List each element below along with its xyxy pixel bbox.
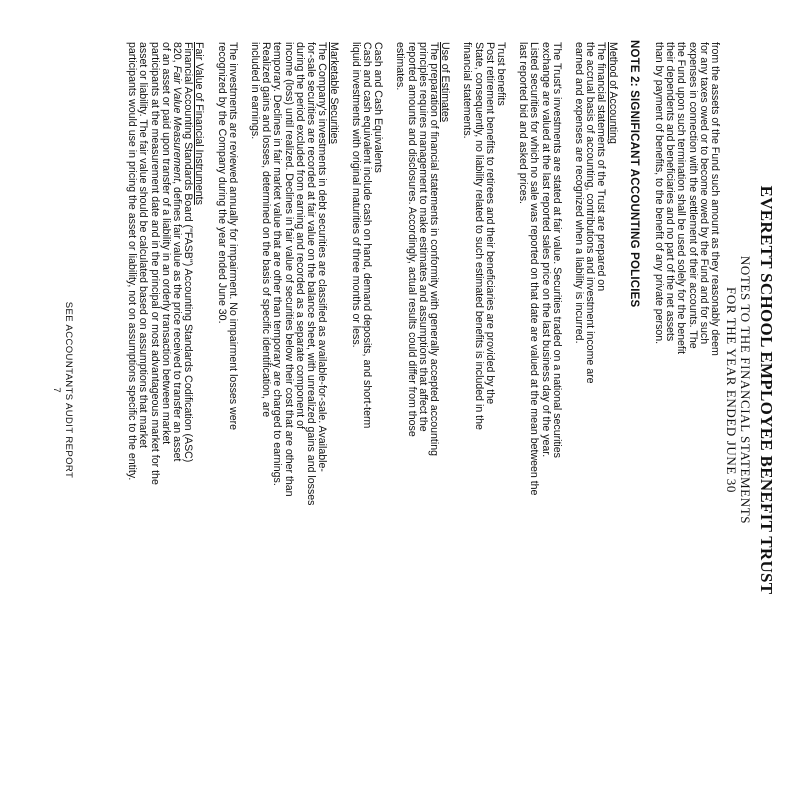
method-section: [573, 42, 618, 802]
text-line: principles requires management to make estimates and assumptions that affect the: [416, 42, 429, 432]
text-line: The investments are reviewed annually for impairment. No impairment losses were: [226, 42, 239, 431]
text-line: the Fund upon such termination shall be used solely for the benefit: [675, 42, 688, 355]
text-line: for any taxes owed or to become owed by the Fund and for such: [697, 42, 710, 345]
standard-name: Fair Value Measurement: [171, 65, 184, 182]
section-title: Trust benefits: [494, 42, 507, 106]
text-line: participants would use in pricing the asset or liability, not on assumptions specific to the entity.: [126, 42, 139, 481]
text-line: last reported bid and asked prices.: [517, 42, 530, 204]
text-line: Financial Accounting Standards Board ("FASB") Accounting Standards Codification (ASC): [182, 42, 195, 463]
text-line: reported amounts and disclosures. Accordingly, actual results could differ from those: [405, 42, 418, 437]
page-number: 7: [51, 387, 62, 393]
document-body: [115, 42, 720, 802]
text-line: [171, 42, 182, 802]
text-line: The preparation of financial statements in conformity with generally accepted accounting: [427, 42, 440, 456]
text-line: recognized by the Company during the year ended June 30.: [215, 42, 228, 324]
text-line: liquid investments with original maturities of three months or less.: [349, 42, 362, 348]
investments-paragraph: [517, 42, 562, 802]
document-subtitle: NOTES TO THE FINANCIAL STATEMENTS: [738, 255, 753, 525]
text-line: from the assets of the Fund such amount as they reasonably deem: [709, 42, 721, 356]
cash-section: [350, 42, 384, 802]
section-title: Marketable Securities: [327, 42, 340, 144]
fair-value-section: [126, 42, 204, 802]
text-line: income (loss) until realized. Declines in fair value of securities below their cost that are other than: [282, 42, 295, 497]
footer-note: SEE ACCOUNTANTS AUDIT REPORT: [63, 301, 74, 479]
impairment-paragraph: [215, 42, 237, 802]
intro-paragraph: [653, 42, 720, 802]
text-line: Realized gains and losses, determined on the basis of specific identification, are: [260, 42, 273, 418]
text-line: during the period excluded from earning and recorded as a separate component of: [293, 42, 306, 429]
text-line: The Trust's investments are stated at fair value. Securities traded on a national securities: [550, 42, 563, 458]
text-line: exchange are valued at the last reported sales price on the last business day of the year.: [539, 42, 552, 458]
text-line: temporary. Declines in fair market value that are other than temporary are charged to earnings.: [271, 42, 284, 486]
text-line: Post retirement benefits to retirees and their beneficiaries are provided by the: [483, 42, 496, 405]
text-line: estimates.: [394, 42, 407, 91]
text-line: Cash and cash equivalent include cash on hand, demand deposits, and short-term: [360, 42, 373, 429]
text-line: participants at the measurement date and in the principal or most advantageous market for the: [148, 42, 161, 485]
text-line: earned and expenses are recognized when a liability is incurred.: [572, 42, 585, 344]
estimates-section: [394, 42, 450, 802]
text-line: The financial statements of the Trust are prepared on: [595, 42, 608, 292]
text-line: their dependents and beneficiaries and no part of the net assets: [664, 42, 677, 342]
section-title: Use of Estimates: [439, 42, 452, 123]
note-heading: NOTE 2: SIGNIFICANT ACCOUNTING POLICIES: [627, 40, 640, 308]
text-line: for-sale securities are recorded at fair value on the balance sheet, with unrealized gains and losses: [305, 42, 318, 506]
text-line: included in earnings.: [249, 42, 262, 140]
section-title: Method of Accounting: [606, 42, 619, 144]
text-line: the accrual basis of accounting, contributions and investment income are: [584, 42, 597, 384]
text-line: expenses in connection with the settlement of their accounts. The: [686, 42, 699, 349]
marketable-securities-section: [249, 42, 339, 802]
text-line: than by payment of benefits, to the benefit of any private person.: [652, 42, 665, 345]
text-fragment: , defines fair value as the price received to transfer an asset: [171, 181, 184, 462]
text-line: asset or liability. The fair value should be calculated based on assumptions that market: [137, 42, 150, 448]
document-title: EVERETT SCHOOL EMPLOYEE BENEFIT TRUST: [757, 185, 776, 595]
text-line: The Company's investments in debt securities are classified as available-for-sale. Available-: [316, 42, 329, 472]
section-title: Fair Value of Financial Instruments: [193, 42, 206, 205]
document-period: FOR THE YEAR ENDED JUNE 30: [724, 287, 739, 493]
text-line: of an asset or paid upon transfer of a liability in an orderly transaction between market: [159, 42, 172, 445]
text-line: Listed securities for which no sale was reported on that date are valued at the mean between the: [528, 42, 541, 496]
section-title: Cash and Cash Equivalents: [372, 42, 385, 173]
text-line: financial statements.: [461, 42, 474, 139]
trust-benefits-section: [461, 42, 506, 802]
text-fragment: 820,: [171, 42, 184, 66]
text-line: State, consequently, no liability related to such estimated benefits is included in the: [472, 42, 485, 430]
